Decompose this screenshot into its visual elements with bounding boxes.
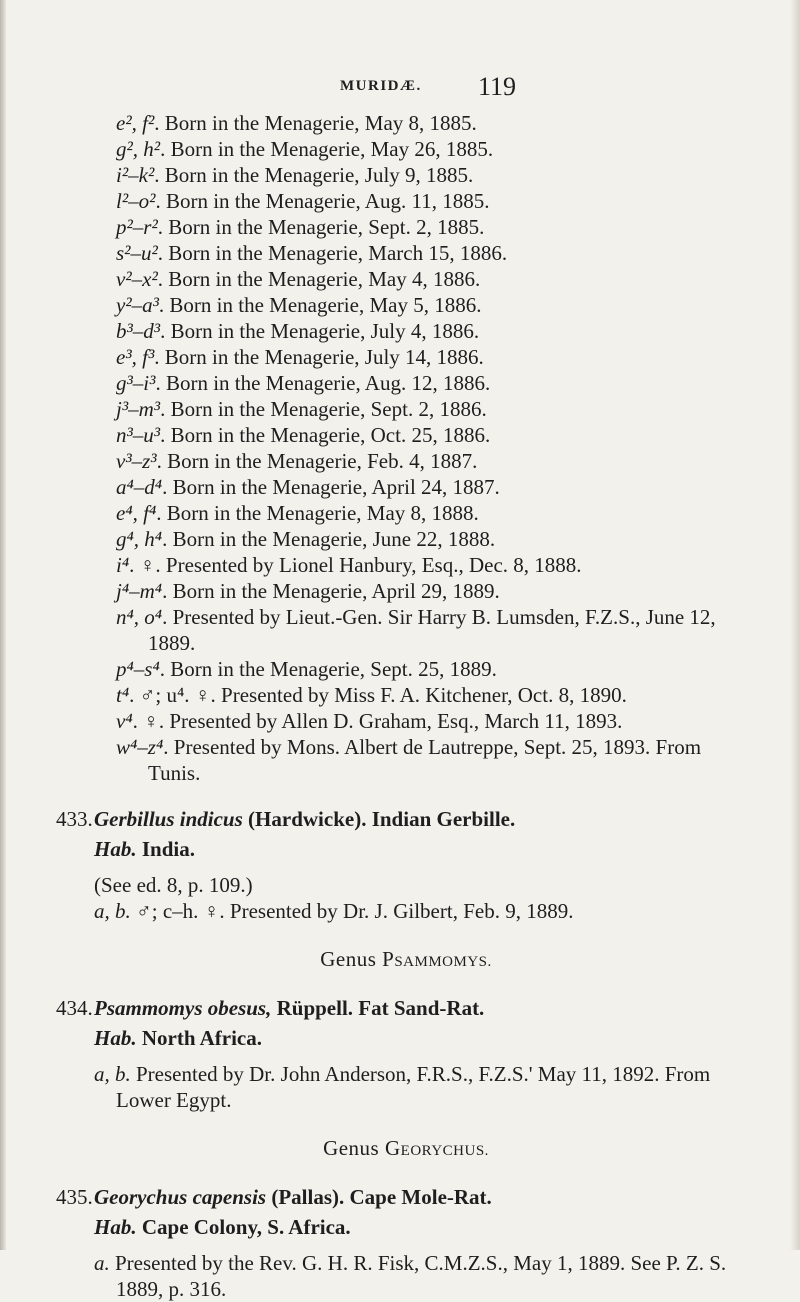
habitat-line [94, 1025, 756, 1051]
page-left-edge-shadow [0, 0, 6, 1250]
species-434 [56, 995, 756, 1113]
species-authority: (Hardwicke). [242, 807, 367, 831]
menagerie-entry [56, 708, 756, 734]
page-number: 119 [478, 72, 517, 101]
habitat-line [94, 1214, 756, 1240]
entry-text: . Born in the Menagerie, July 9, 1885. [154, 163, 474, 187]
specimen-code: p²–r² [116, 215, 158, 239]
menagerie-entry [56, 474, 756, 500]
specimen-line [56, 1061, 756, 1113]
specimen-code: y²–a³ [116, 293, 159, 317]
entry-text: . Born in the Menagerie, Sept. 2, 1886. [160, 397, 487, 421]
specimen-code: e³, f³ [116, 345, 155, 369]
menagerie-entry [56, 266, 756, 292]
entry-text: . Born in the Menagerie, March 15, 1886. [157, 241, 508, 265]
entry-text: . Born in the Menagerie, May 4, 1886. [157, 267, 481, 291]
genus-initial: G [384, 1136, 401, 1160]
species-heading [56, 806, 756, 832]
menagerie-entry [56, 188, 756, 214]
entry-text: . ♂; u⁴. ♀. Presented by Miss F. A. Kitchener, Oct. 8, 1890. [129, 683, 627, 707]
entry-text: . Born in the Menagerie, May 8, 1885. [154, 111, 477, 135]
specimen-text: Presented by Dr. John Anderson, F.R.S., F.Z.S.' May 11, 1892. From Lower Egypt. [116, 1062, 711, 1112]
entry-text: . Born in the Menagerie, May 8, 1888. [156, 501, 479, 525]
entry-text: . Born in the Menagerie, July 4, 1886. [160, 319, 480, 343]
menagerie-entry [56, 136, 756, 162]
specimen-label: a, b. [94, 899, 131, 923]
specimen-code: s²–u² [116, 241, 158, 265]
specimen-label: a. [94, 1251, 110, 1275]
menagerie-entry [56, 578, 756, 604]
habitat-value: North Africa. [136, 1026, 262, 1050]
common-name: Indian Gerbille. [366, 807, 516, 831]
specimen-text: ♂; c–h. ♀. Presented by Dr. J. Gilbert, Feb. 9, 1889. [130, 899, 574, 923]
specimen-code: j³–m³ [116, 397, 161, 421]
specimen-code: w⁴–z⁴ [116, 735, 164, 759]
genus-prefix: Genus [323, 1136, 385, 1160]
entry-text: . Born in the Menagerie, May 5, 1886. [158, 293, 482, 317]
menagerie-entry [56, 214, 756, 240]
species-heading [56, 995, 756, 1021]
scientific-name: Gerbillus indicus [94, 807, 243, 831]
menagerie-entry [56, 422, 756, 448]
specimen-code: j⁴–m⁴ [116, 579, 163, 603]
menagerie-entry-list [56, 110, 756, 786]
menagerie-entry [56, 604, 756, 656]
species-authority: Rüppell. [271, 996, 354, 1020]
genus-name-rest: SAMMOMYS. [394, 954, 492, 970]
specimen-line [56, 898, 756, 924]
specimen-code: n⁴, o⁴ [116, 605, 163, 629]
specimen-code: i²–k² [116, 163, 155, 187]
entry-text: . Born in the Menagerie, April 24, 1887. [162, 475, 500, 499]
specimen-line [56, 1250, 756, 1302]
menagerie-entry [56, 448, 756, 474]
menagerie-entry [56, 552, 756, 578]
entry-text: . Born in the Menagerie, Sept. 25, 1889. [159, 657, 497, 681]
genus-heading-psammomys [56, 946, 756, 975]
specimen-code: g⁴, h⁴ [116, 527, 163, 551]
entry-text: . Born in the Menagerie, July 14, 1886. [154, 345, 484, 369]
specimen-code: g³–i³ [116, 371, 156, 395]
habitat-value: Cape Colony, S. Africa. [136, 1215, 351, 1239]
entry-text: . ♀. Presented by Allen D. Graham, Esq., March 11, 1893. [132, 709, 623, 733]
specimen-code: g², h² [116, 137, 161, 161]
page-body [56, 110, 756, 1302]
habitat-value: India. [136, 837, 195, 861]
menagerie-entry [56, 370, 756, 396]
specimen-code: t⁴ [116, 683, 130, 707]
genus-heading-georychus [56, 1135, 756, 1164]
specimen-label: a, b. [94, 1062, 131, 1086]
entry-text: . Born in the Menagerie, Feb. 4, 1887. [156, 449, 478, 473]
species-number: 434. [56, 996, 93, 1020]
specimen-code: l²–o² [116, 189, 156, 213]
species-number: 433. [56, 807, 93, 831]
specimen-code: b³–d³ [116, 319, 161, 343]
scientific-name: Georychus capensis [94, 1185, 267, 1209]
specimen-code: v⁴ [116, 709, 133, 733]
entry-text: . Born in the Menagerie, Aug. 11, 1885. [155, 189, 490, 213]
edition-note: (See ed. 8, p. 109.) [94, 873, 253, 897]
habitat-label: Hab. [94, 1215, 137, 1239]
entry-text: . Presented by Lieut.-Gen. Sir Harry B. Lumsden, F.Z.S., June 12, 1889. [148, 605, 716, 655]
menagerie-entry [56, 240, 756, 266]
common-name: Fat Sand-Rat. [353, 996, 485, 1020]
specimen-text: Presented by the Rev. G. H. R. Fisk, C.M.Z.S., May 1, 1889. See P. Z. S. 1889, p. 316. [109, 1251, 727, 1301]
species-433 [56, 806, 756, 924]
habitat-label: Hab. [94, 1026, 137, 1050]
specimen-code: v³–z³ [116, 449, 157, 473]
genus-initial: P [382, 947, 395, 971]
genus-prefix: Genus [320, 947, 383, 971]
scientific-name: Psammomys obesus, [94, 996, 272, 1020]
menagerie-entry [56, 292, 756, 318]
entry-text: . Born in the Menagerie, June 22, 1888. [162, 527, 496, 551]
menagerie-entry [56, 526, 756, 552]
species-435 [56, 1184, 756, 1302]
specimen-code: n³–u³ [116, 423, 161, 447]
specimen-code: i⁴ [116, 553, 130, 577]
species-authority: (Pallas). [266, 1185, 345, 1209]
common-name: Cape Mole-Rat. [344, 1185, 492, 1209]
specimen-code: a⁴–d⁴ [116, 475, 163, 499]
running-head: MURIDÆ. [340, 78, 422, 94]
genus-name-rest: EORYCHUS. [400, 1143, 489, 1159]
entry-text: . Presented by Mons. Albert de Lautreppe, Sept. 25, 1893. From Tunis. [148, 735, 702, 785]
entry-text: . Born in the Menagerie, Aug. 12, 1886. [155, 371, 491, 395]
habitat-line [94, 836, 756, 862]
menagerie-entry [56, 318, 756, 344]
entry-text: . ♀. Presented by Lionel Hanbury, Esq., Dec. 8, 1888. [129, 553, 582, 577]
menagerie-entry [56, 500, 756, 526]
menagerie-entry [56, 344, 756, 370]
entry-text: . Born in the Menagerie, May 26, 1885. [160, 137, 494, 161]
menagerie-entry [56, 162, 756, 188]
specimen-code: e², f² [116, 111, 155, 135]
specimen-code: p⁴–s⁴ [116, 657, 160, 681]
menagerie-entry [56, 734, 756, 786]
page-right-edge [790, 0, 800, 1250]
menagerie-entry [56, 682, 756, 708]
menagerie-entry [56, 656, 756, 682]
specimen-code: e⁴, f⁴ [116, 501, 157, 525]
habitat-label: Hab. [94, 837, 137, 861]
species-heading [56, 1184, 756, 1210]
entry-text: . Born in the Menagerie, April 29, 1889. [162, 579, 500, 603]
entry-text: . Born in the Menagerie, Sept. 2, 1885. [157, 215, 485, 239]
page-header [0, 72, 800, 106]
specimen-code: v²–x² [116, 267, 158, 291]
menagerie-entry [56, 110, 756, 136]
entry-text: . Born in the Menagerie, Oct. 25, 1886. [160, 423, 491, 447]
species-number: 435. [56, 1185, 93, 1209]
menagerie-entry [56, 396, 756, 422]
